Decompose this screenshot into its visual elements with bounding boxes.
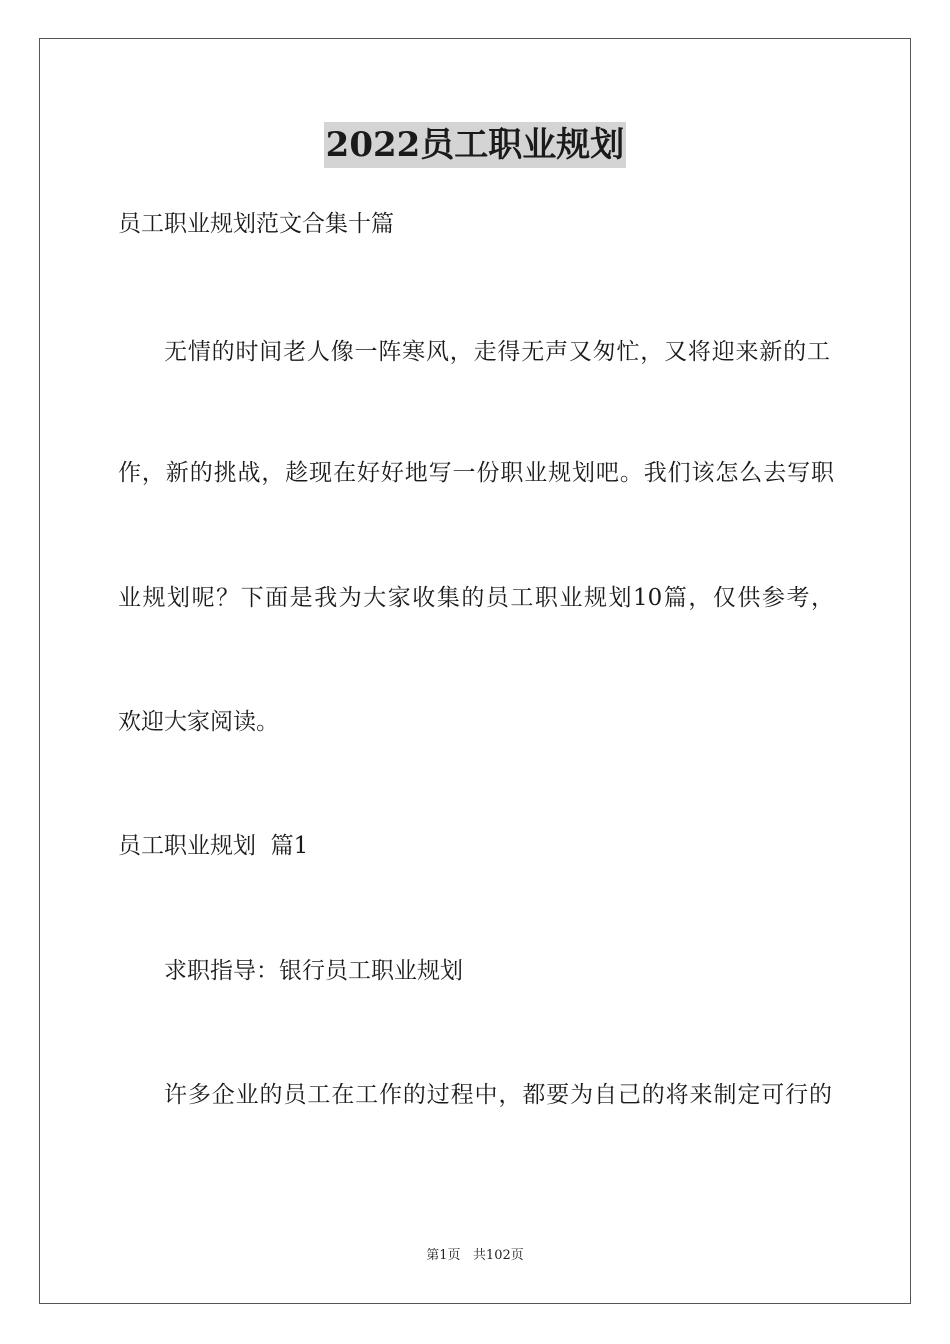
intro-line-4: 欢迎大家阅读。 <box>118 709 279 735</box>
intro-line-3: 业规划呢？下面是我为大家收集的员工职业规划10篇，仅供参考， <box>118 585 834 611</box>
document-title: 2022员工职业规划 <box>324 122 627 168</box>
page-footer: 第1页 共102页 <box>426 1248 524 1263</box>
section-heading: 员工职业规划 篇1 <box>118 833 309 859</box>
intro-line-1: 无情的时间老人像一阵寒风，走得无声又匆忙，又将迎来新的工 <box>164 339 830 365</box>
intro-line-2: 作，新的挑战，趁现在好好地写一份职业规划吧。我们该怎么去写职 <box>118 460 834 486</box>
document-subtitle: 员工职业规划范文合集十篇 <box>118 211 394 237</box>
title-container <box>0 122 950 168</box>
section-body-line: 许多企业的员工在工作的过程中，都要为自己的将来制定可行的 <box>164 1082 832 1108</box>
section-subtitle: 求职指导：银行员工职业规划 <box>164 958 463 984</box>
